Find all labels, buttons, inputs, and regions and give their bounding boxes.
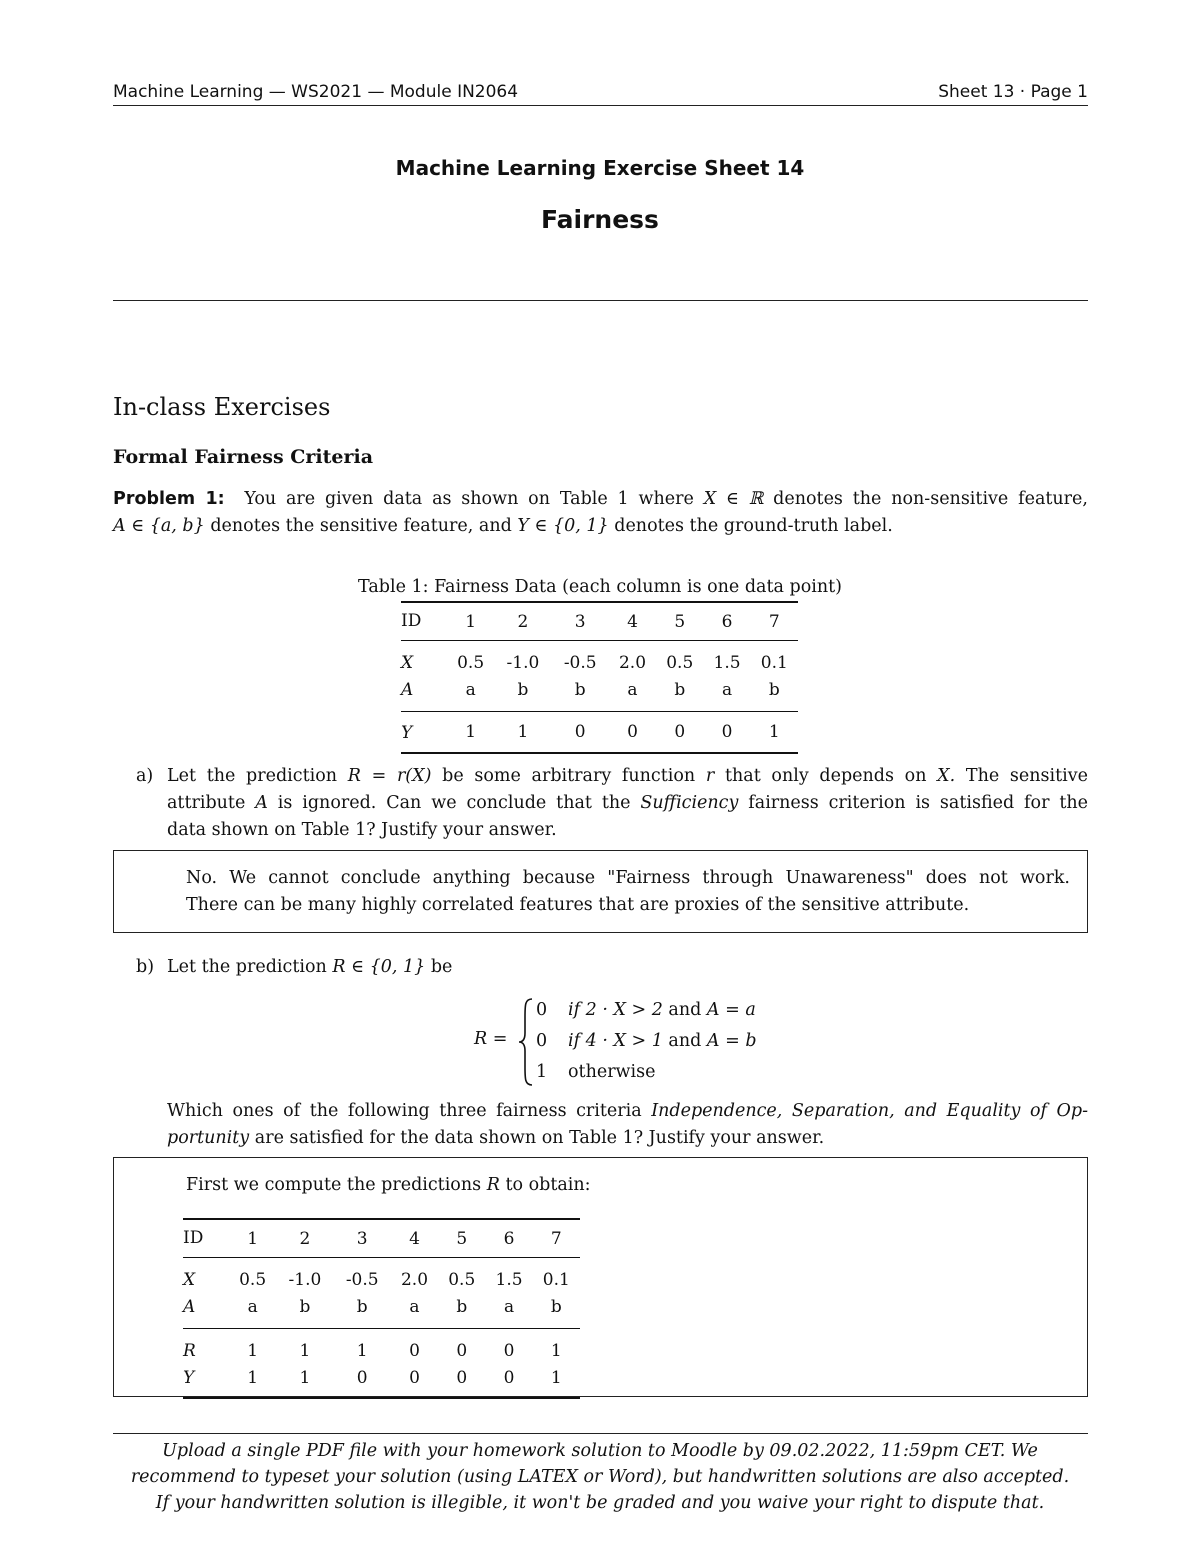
cell: 0.5 (239, 1269, 267, 1290)
footer-line-1: Upload a single PDF file with your homework solution to Moodle by 09.02.2022, 11:59pm CET. We (162, 1441, 1038, 1461)
row-label-id: ID (401, 610, 422, 631)
problem-text: denotes the non-sensitive feature, (773, 489, 1088, 509)
question-text: is ignored. Can we conclude that the (277, 793, 631, 813)
cell: 1 (299, 1340, 311, 1361)
cell: 2.0 (400, 1269, 429, 1290)
cell: 1 (517, 722, 529, 742)
case-condition: if 2 · X > 2 (568, 1000, 663, 1020)
case-value: 1 (536, 1062, 548, 1082)
cell: b (550, 1296, 562, 1317)
cell: 2 (299, 1228, 311, 1249)
cell: b (674, 679, 686, 700)
cell: 7 (550, 1228, 562, 1249)
question-text: that only depends on (724, 766, 927, 786)
cell: a (503, 1296, 515, 1317)
math-r-in-01: R ∈ {0, 1} (332, 957, 426, 977)
cell: 1 (550, 1340, 562, 1361)
sheet-topic: Fairness (541, 205, 659, 234)
cell: b (574, 679, 586, 700)
question-text: Which ones of the following three fairness criteria (167, 1101, 642, 1121)
cell: a (409, 1296, 420, 1317)
cell: 4 (409, 1228, 420, 1249)
answer-box-b (113, 1157, 1088, 1397)
math-a-in-ab: A ∈ {a, b} (113, 516, 205, 536)
case-value: 0 (536, 1000, 548, 1020)
running-header-left: Machine Learning — WS2021 — Module IN2064 (113, 82, 519, 102)
cell: 1 (247, 1340, 259, 1361)
cell: b (517, 679, 529, 700)
case-condition: A = b (706, 1031, 757, 1051)
question-text: be some arbitrary function (442, 766, 696, 786)
cell: -1.0 (288, 1269, 322, 1290)
cell: 0 (574, 722, 586, 742)
case-row (536, 1026, 757, 1057)
question-text: are satisfied for the data shown on Table 1? Justify your answer. (254, 1128, 825, 1148)
cell: 5 (674, 611, 686, 632)
row-label-y: Y (183, 1367, 195, 1388)
math-x: X. (937, 766, 956, 786)
cell: b (768, 679, 780, 700)
cell: 1 (247, 1367, 259, 1388)
case-condition: A = a (706, 1000, 756, 1020)
part-b-marker: b) (136, 957, 155, 977)
sheet-title: Machine Learning Exercise Sheet 14 (395, 156, 805, 180)
row-label-x: X (401, 652, 414, 673)
part-b-intro (167, 954, 452, 981)
part-b-question (167, 1098, 1088, 1152)
table-row (183, 1329, 580, 1365)
answer-box-a (113, 850, 1088, 933)
cell: 0.5 (666, 652, 694, 673)
cell: 0 (409, 1340, 420, 1361)
table-row (183, 1219, 580, 1258)
cases-lhs: R = (474, 1029, 508, 1049)
math-r: r (705, 766, 715, 786)
cell: 1 (299, 1367, 311, 1388)
cell: 4 (627, 611, 638, 632)
cell: a (247, 1296, 258, 1317)
problem-text: You are given data as shown on Table 1 where (244, 489, 694, 509)
cell: 1 (768, 722, 780, 742)
cell: 0 (721, 722, 733, 742)
cell: -0.5 (563, 652, 597, 673)
cell: 7 (768, 611, 780, 632)
answer-text: First we compute the predictions (186, 1175, 482, 1195)
table-row (401, 676, 798, 712)
problem-1-statement (113, 486, 1088, 540)
part-a-question (167, 763, 1088, 844)
cell: 0.5 (448, 1269, 476, 1290)
cell: 0.5 (457, 652, 485, 673)
math-a: A (255, 793, 268, 813)
title-rule (113, 300, 1088, 301)
table-1 (401, 601, 798, 754)
cell: 5 (456, 1228, 468, 1249)
case-condition: if 4 · X > 1 (568, 1031, 663, 1051)
question-text: be (430, 957, 453, 977)
footer-rule (113, 1433, 1088, 1434)
math-x-in-r: X ∈ ℝ (703, 489, 764, 509)
cell: a (465, 679, 476, 700)
header-rule (113, 105, 1088, 106)
cell: b (299, 1296, 311, 1317)
table-row (183, 1293, 580, 1329)
question-text: fairness criterion is satisfied for the (748, 793, 1088, 813)
cell: 1.5 (495, 1269, 523, 1290)
question-text: data shown on Table 1? Justify your answer. (167, 820, 557, 840)
cell: 6 (503, 1228, 515, 1249)
cell: 0 (409, 1367, 420, 1388)
row-label-id: ID (183, 1227, 204, 1248)
problem-text: denotes the ground-truth label. (614, 516, 893, 536)
row-label-r: R (183, 1340, 196, 1361)
footer-line-3: If your handwritten solution is illegible, it won't be graded and you waive your right to dispute that. (155, 1493, 1045, 1513)
answer-a-line-2: There can be many highly correlated features that are proxies of the sensitive attribute. (186, 895, 970, 915)
cell: -0.5 (345, 1269, 379, 1290)
case-row (536, 995, 757, 1026)
subsection-heading: Formal Fairness Criteria (113, 446, 374, 468)
answer-b-intro (186, 1172, 591, 1199)
cell: 2 (517, 611, 529, 632)
table-row (401, 602, 798, 641)
emphasis-criteria: portunity (167, 1128, 250, 1148)
answer-text: to obtain: (505, 1175, 591, 1195)
row-label-y: Y (401, 722, 413, 743)
section-heading: In-class Exercises (113, 393, 331, 421)
table-1-caption: Table 1: Fairness Data (each column is one data point) (358, 577, 842, 597)
cell: 0 (356, 1367, 368, 1388)
cell: -1.0 (506, 652, 540, 673)
table-2 (183, 1218, 580, 1399)
math-r-eq-rx: R = r(X) (347, 766, 432, 786)
question-text: Let the prediction (167, 957, 327, 977)
row-label-a: A (401, 679, 414, 700)
emphasis-criteria: Independence, Separation, and Equality of Op- (651, 1101, 1088, 1121)
cell: 0.1 (760, 652, 788, 673)
cell: 1 (356, 1340, 368, 1361)
cell: 1 (465, 722, 477, 742)
cell: b (356, 1296, 368, 1317)
cell: 0.1 (542, 1269, 570, 1290)
left-brace-icon (518, 997, 534, 1087)
cell: 0 (503, 1340, 515, 1361)
footer-line-2: recommend to typeset your solution (using LATEX or Word), but handwritten solutions are also accepted. (130, 1467, 1070, 1487)
cell: 0 (456, 1340, 468, 1361)
cell: 2.0 (618, 652, 647, 673)
table-row (401, 712, 798, 754)
cell: 3 (356, 1228, 368, 1249)
answer-a-line-1: No. We cannot conclude anything because "Fairness through Unawareness" does not work. (186, 868, 1070, 888)
cell: a (721, 679, 733, 700)
math-r: R (486, 1175, 500, 1195)
row-label-x: X (183, 1269, 196, 1290)
cell: a (627, 679, 638, 700)
cell: 3 (574, 611, 586, 632)
emphasis-sufficiency: Sufficiency (640, 793, 739, 813)
table-row (401, 641, 798, 677)
case-and: and (668, 1031, 702, 1051)
question-text: Let the prediction (167, 766, 338, 786)
case-and: and (668, 1000, 702, 1020)
problem-label: Problem 1: (113, 489, 225, 509)
table-row (183, 1258, 580, 1294)
case-value: 0 (536, 1031, 548, 1051)
question-text: attribute (167, 793, 246, 813)
part-a-marker: a) (136, 766, 154, 786)
cell: 1.5 (713, 652, 741, 673)
case-condition: otherwise (568, 1062, 656, 1082)
cell: 1 (247, 1228, 259, 1249)
running-header-right: Sheet 13 · Page 1 (938, 82, 1088, 102)
row-label-a: A (183, 1296, 196, 1317)
question-text: The sensitive (965, 766, 1088, 786)
cell: 1 (465, 611, 477, 632)
cell: 0 (627, 722, 638, 742)
cell: b (456, 1296, 468, 1317)
math-y-in-01: Y ∈ {0, 1} (517, 516, 609, 536)
case-row (536, 1057, 757, 1088)
cell: 0 (456, 1367, 468, 1388)
problem-text: denotes the sensitive feature, and (210, 516, 512, 536)
table-row (183, 1364, 580, 1398)
cell: 1 (550, 1367, 562, 1388)
cell: 6 (721, 611, 733, 632)
footer-note (100, 1438, 1100, 1516)
cell: 0 (503, 1367, 515, 1388)
cell: 0 (674, 722, 686, 742)
